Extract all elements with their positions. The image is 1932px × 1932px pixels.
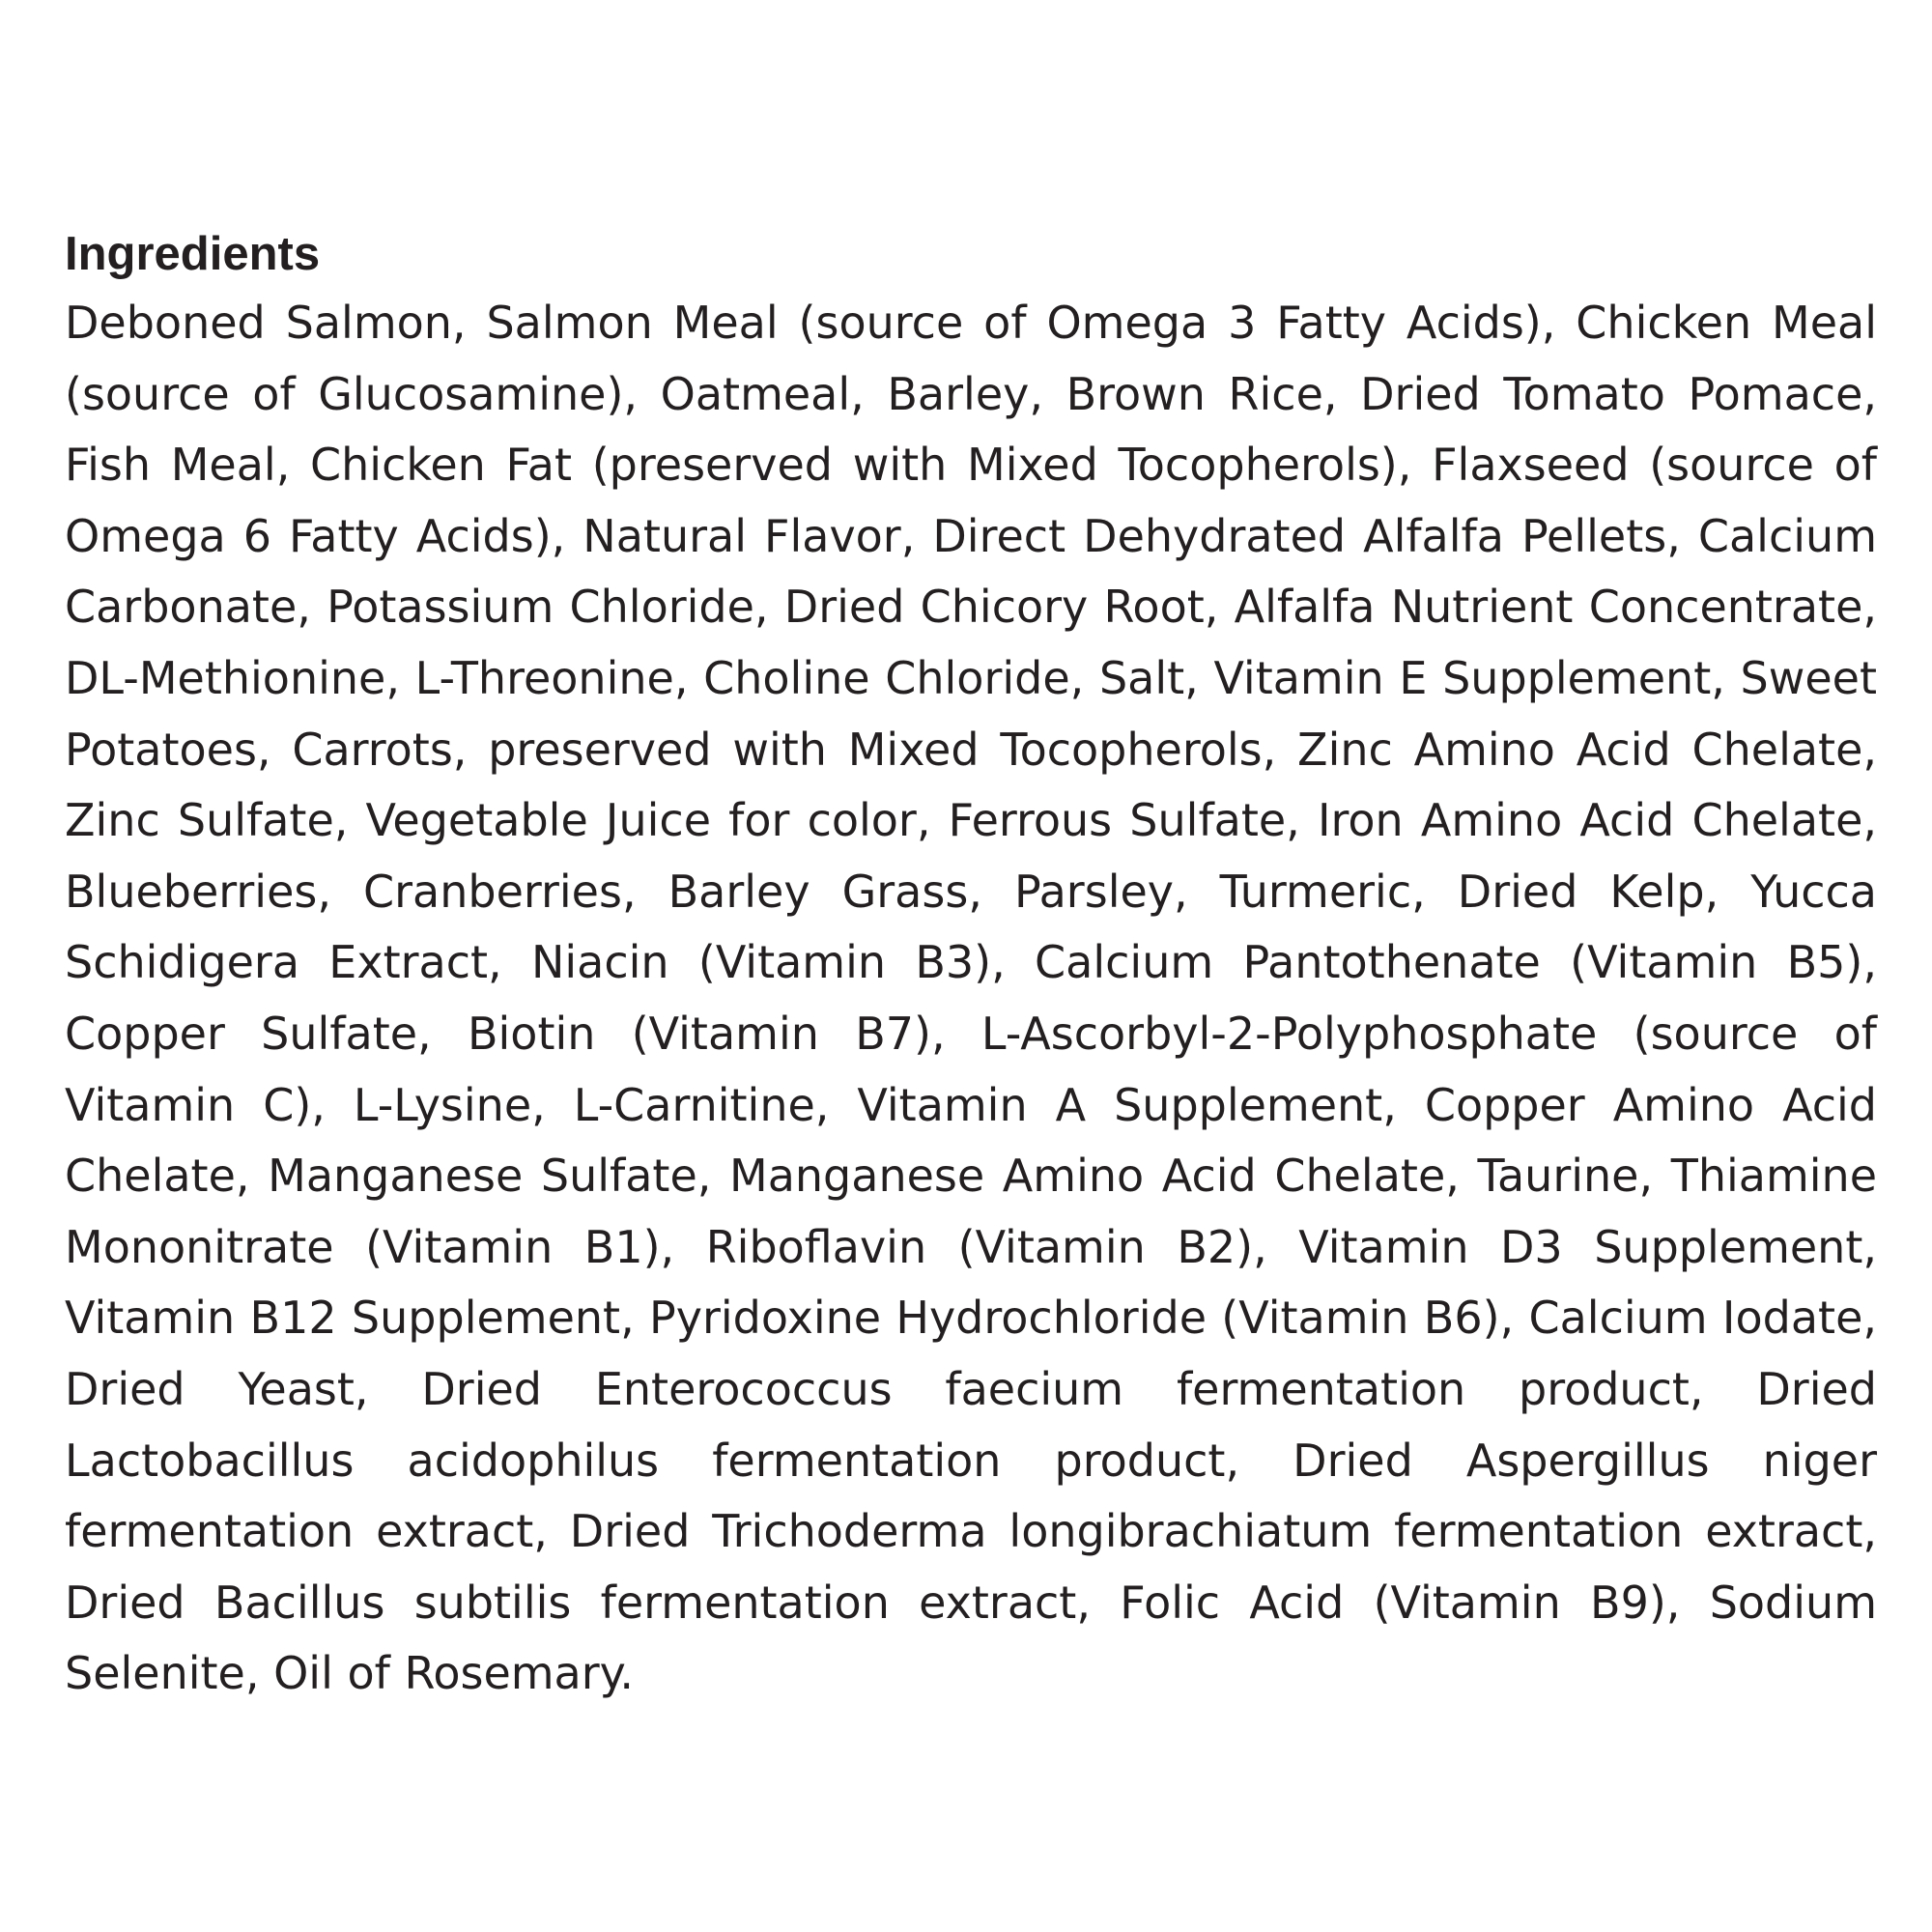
- ingredients-panel: [65, 220, 1877, 1710]
- ingredients-heading: Ingredients: [65, 228, 321, 280]
- ingredients-list: Deboned Salmon, Salmon Meal (source of Omega 3 Fatty Acids), Chicken Meal (source of Glucosamine), Oatmeal, Barley, Brown Rice, Dried Tomato Pomace, Fish Meal, Chicken Fat (preserved with Mixed Tocopherols), Flaxseed (source of Omega 6 Fatty Acids), Natural Flavor, Direct Dehydrated Alfalfa Pellets, Calcium Carbonate, Potassium Chloride, Dried Chicory Root, Alfalfa Nutrient Concentrate, DL-Methionine, L-Threonine, Choline Chloride, Salt, Vitamin E Supplement, Sweet Potatoes, Carrots, preserved with Mixed Tocopherols, Zinc Amino Acid Chelate, Zinc Sulfate, Vegetable Juice for color, Ferrous Sulfate, Iron Amino Acid Chelate, Blueberries, Cranberries, Barley Grass, Parsley, Turmeric, Dried Kelp, Yucca Schidigera Extract, Niacin (Vitamin B3), Calcium Pantothenate (Vitamin B5), Copper Sulfate, Biotin (Vitamin B7), L-Ascorbyl-2-Polyphosphate (source of Vitamin C), L-Lysine, L-Carnitine, Vitamin A Supplement, Copper Amino Acid Chelate, Manganese Sulfate, Manganese Amino Acid Chelate, Taurine, Thiamine Mononitrate (Vitamin B1), Riboflavin (Vitamin B2), Vitamin D3 Supplement, Vitamin B12 Supplement, Pyridoxine Hydrochloride (Vitamin B6), Calcium Iodate, Dried Yeast, Dried Enterococcus faecium fermentation product, Dried Lactobacillus acidophilus fermentation product, Dried Aspergillus niger fermentation extract, Dried Trichoderma longibrachiatum fermentation extract, Dried Bacillus subtilis fermentation extract, Folic Acid (Vitamin B9), Sodium Selenite, Oil of Rosemary.: [65, 297, 1877, 1700]
